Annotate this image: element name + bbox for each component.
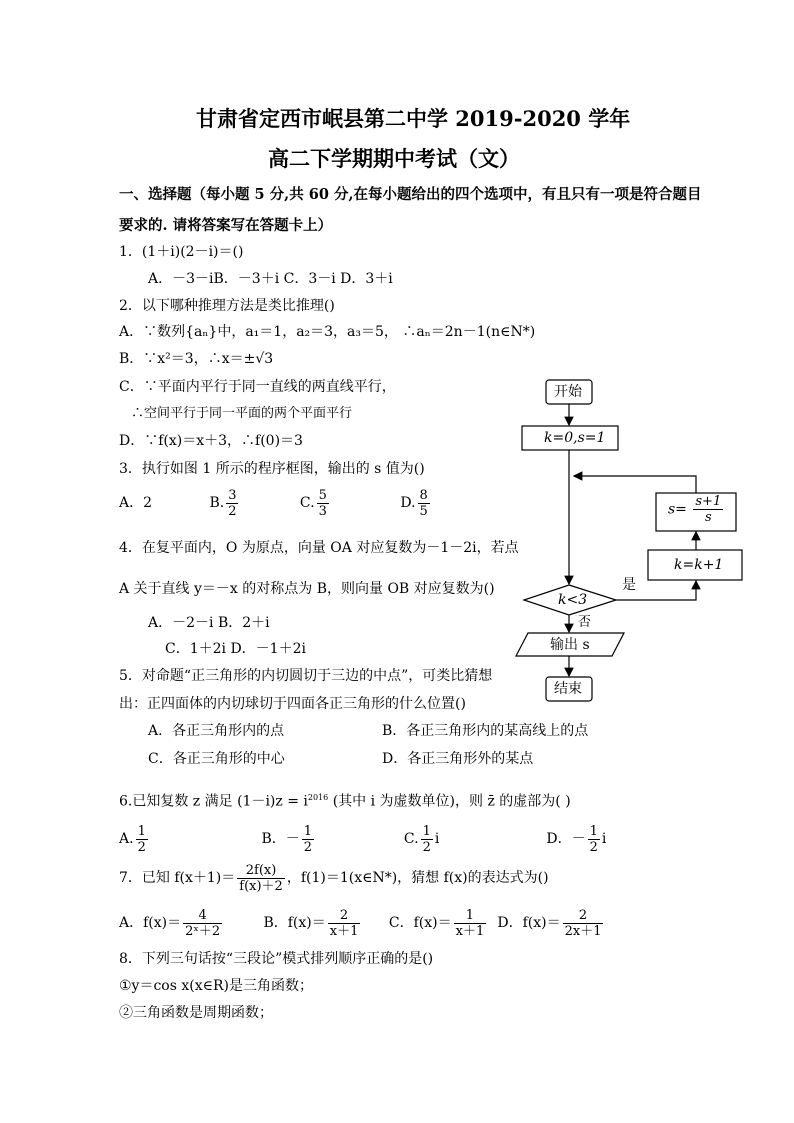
q2-option-d: D．∵f(x)＝x＋3，∴f(0)＝3 — [119, 433, 303, 449]
program-flowchart — [510, 370, 760, 710]
q7-option-b: B．f(x)＝ $\frac{2}{x+1}$ — [263, 907, 359, 939]
q3-option-d: D. $\frac{8}{5}$ — [400, 487, 428, 519]
q5-stem-line1: 5．对命题“正三角形的内切圆切于三边的中点”，可类比猜想 — [119, 668, 493, 684]
flow-update-k-label: k=k+1 — [674, 557, 724, 573]
section-heading-line1: 一、选择题（每小题 5 分,共 60 分,在每小题给出的四个选项中，有且只有一项是符合题目 — [119, 186, 702, 203]
q6-option-c: C. $\frac{1}{2}$ i — [403, 823, 440, 855]
q2-option-c-line1: C．∵平面内平行于同一直线的两直线平行， — [119, 379, 396, 395]
q4-stem-line1: 4．在复平面内，O 为原点，向量 OA 对应复数为－1－2i，若点 — [119, 540, 519, 556]
q8-stem: 8．下列三句话按“三段论”模式排列顺序正确的是() — [119, 951, 434, 967]
flow-condition-label: k<3 — [558, 592, 588, 608]
flowchart-lines — [510, 370, 760, 710]
q2-stem: 2．以下哪种推理方法是类比推理() — [119, 298, 335, 314]
q3-options — [119, 486, 432, 520]
q3-option-b: B. $\frac{3}{2}$ — [209, 487, 237, 519]
q3-stem: 3．执行如图 1 所示的程序框图，输出的 s 值为() — [119, 461, 425, 477]
q2-option-b: B．∵x²＝3，∴x＝±√3 — [119, 351, 274, 367]
q4-options-ab: A．－2－i B．2＋i — [148, 615, 270, 631]
q5-stem-line2: 出：正四面体的内切球切于四面各正三角形的什么位置() — [119, 696, 466, 712]
flow-update-s-label: s= $\frac{s+1}{s}$ — [668, 494, 722, 525]
q7-stem: 7．已知 f(x＋1)＝ $\frac{2f(x)}{f(x)+2}$ ，f(1)＝1(x∈N*)，猜想 f(x)的表达式为() — [119, 862, 549, 894]
page-title-line1: 甘肃省定西市岷县第二中学 2019-2020 学年 — [196, 106, 631, 131]
q5-option-d: D．各正三角形外的某点 — [382, 751, 534, 767]
q8-statement-2: ②三角函数是周期函数； — [119, 1005, 273, 1021]
q6-options — [119, 822, 606, 856]
q3-option-c: C. $\frac{5}{3}$ — [299, 487, 327, 519]
q4-options-cd: C．1＋2i D．－1＋2i — [165, 641, 306, 657]
q2-option-c-line2: ∴空间平行于同一平面的两个平面平行 — [131, 406, 353, 421]
q7-option-c: C．f(x)＝ $\frac{1}{x+1}$ — [388, 907, 485, 939]
page-title-line2: 高二下学期期中考试（文） — [268, 146, 520, 171]
section-heading-line2: 要求的. 请将答案写在答题卡上） — [119, 217, 333, 234]
flow-no-label: 否 — [578, 615, 592, 630]
q2-option-a: A．∵数列{aₙ}中，a₁＝1，a₂＝3，a₃＝5， ∴aₙ＝2n－1(n∈N*) — [119, 324, 536, 340]
q4-stem-line2: A 关于直线 y＝－x 的对称点为 B，则向量 OB 对应复数为() — [119, 581, 495, 597]
flow-yes-label: 是 — [622, 577, 636, 593]
q5-option-b: B．各正三角形内的某高线上的点 — [382, 723, 589, 739]
flow-loop-back-line — [574, 476, 696, 493]
flow-start-label: 开始 — [554, 384, 582, 400]
q7-options — [119, 905, 605, 941]
q8-statement-1: ①y＝cos x(x∈R)是三角函数； — [119, 978, 313, 994]
q6-option-d: D．－ $\frac{1}{2}$ i — [546, 823, 607, 855]
q1-stem: 1．(1＋i)(2－i)＝() — [119, 244, 244, 260]
q5-option-a: A．各正三角形内的点 — [148, 723, 285, 739]
q7-option-a: A．f(x)＝ $\frac{4}{\text{2ˣ＋2}}$ — [119, 907, 221, 939]
flow-init-label: k=0,s=1 — [544, 430, 606, 446]
q7-option-d: D．f(x)＝ $\frac{2}{2x+1}$ — [497, 907, 602, 939]
flow-output-label: 输出 s — [550, 637, 590, 653]
q3-option-a: A．2 — [119, 495, 153, 511]
q6-option-b: B．－ $\frac{1}{2}$ — [261, 823, 313, 855]
q5-option-c: C．各正三角形的中心 — [148, 751, 285, 767]
flow-end-label: 结束 — [554, 681, 582, 697]
q6-option-a: A. $\frac{1}{2}$ — [119, 823, 146, 855]
q1-options: A．－3－iB．－3＋i C．3－i D．3＋i — [148, 271, 393, 287]
q6-stem: 6.已知复数 z 满足 $(1-i)z = i^{2016}$ (其中 i 为虚数单位)，则 z̄ 的虚部为( ) — [119, 793, 571, 810]
